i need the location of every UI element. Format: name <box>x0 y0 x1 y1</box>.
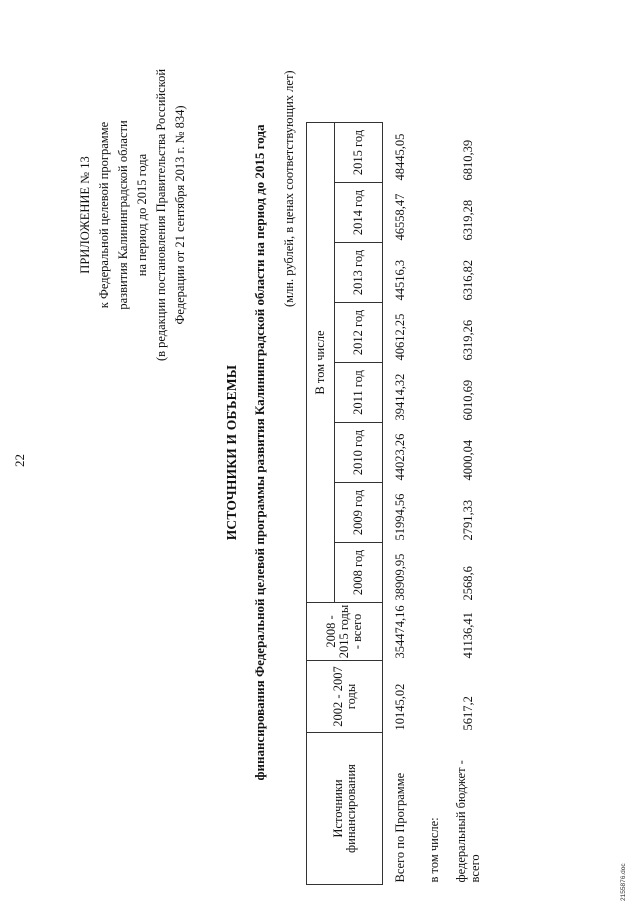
table-cell: 38909,95 <box>392 553 407 601</box>
table-row <box>383 123 418 885</box>
appendix-header <box>76 25 190 405</box>
header-including: В том числе <box>307 123 335 603</box>
header-source: Источники финансирования <box>307 733 383 885</box>
appendix-line: развития Калининградской области <box>116 120 130 310</box>
appendix-line: Федерации от 21 сентября 2013 г. № 834) <box>173 105 187 325</box>
header-2008-2015-total: 2008 - 2015 годы - всего <box>307 603 383 661</box>
table-cell: 40612,25 <box>392 313 407 361</box>
table-cell: 6319,28 <box>460 199 475 241</box>
unit-note: (млн. рублей, в ценах соответствующих лет) <box>282 70 296 307</box>
header-year: 2013 год <box>335 243 383 303</box>
appendix-line: (в редакции постановления Правительства Российской <box>154 68 168 362</box>
table-cell: 46558,47 <box>392 193 407 241</box>
document-title: ИСТОЧНИКИ И ОБЪЕМЫ <box>224 364 239 541</box>
table-cell: 354474,16 <box>392 605 407 659</box>
page-number: 22 <box>12 454 27 467</box>
document-file-code: 2155876.doc <box>620 863 627 901</box>
header-year: 2014 год <box>335 183 383 243</box>
header-year: 2012 год <box>335 303 383 363</box>
funding-table <box>306 122 485 885</box>
table-cell: 6810,39 <box>460 139 475 181</box>
header-year: 2008 год <box>335 543 383 603</box>
table-cell: 44516,3 <box>392 259 407 301</box>
table-cell: 5617,2 <box>460 696 475 731</box>
appendix-line: на период до 2015 года <box>135 153 149 277</box>
table-cell: 2568,6 <box>460 566 475 601</box>
table-cell: 51994,56 <box>392 493 407 541</box>
header-2002-2007: 2002 - 2007 годы <box>307 661 383 733</box>
table-cell: 48445,05 <box>392 133 407 181</box>
table-cell: 41136,41 <box>460 612 475 659</box>
header-year: 2011 год <box>335 363 383 423</box>
table-cell: 4000,04 <box>460 439 475 481</box>
header-year: 2010 год <box>335 423 383 483</box>
table-cell: 6319,26 <box>460 319 475 361</box>
header-year: 2015 год <box>335 123 383 183</box>
table-cell: 6010,69 <box>460 379 475 421</box>
table-cell: 6316,82 <box>460 259 475 301</box>
row-label: Всего по Программе <box>393 772 407 883</box>
document-subtitle: финансирования Федеральной целевой программы развития Калининградской области на период до 2015 года <box>252 124 267 781</box>
header-year: 2009 год <box>335 483 383 543</box>
table-row <box>451 123 485 885</box>
table-row <box>417 123 451 885</box>
table-cell: 39414,32 <box>392 373 407 421</box>
appendix-line: к Федеральной целевой программе <box>97 121 111 309</box>
table-cell: 10145,02 <box>392 683 407 731</box>
table-cell: 44023,26 <box>392 433 407 481</box>
table-cell: 2791,33 <box>460 499 475 541</box>
appendix-line: ПРИЛОЖЕНИЕ № 13 <box>78 156 92 274</box>
row-label: федеральный бюджет - всего <box>454 760 482 883</box>
row-label: в том числе: <box>427 817 441 883</box>
